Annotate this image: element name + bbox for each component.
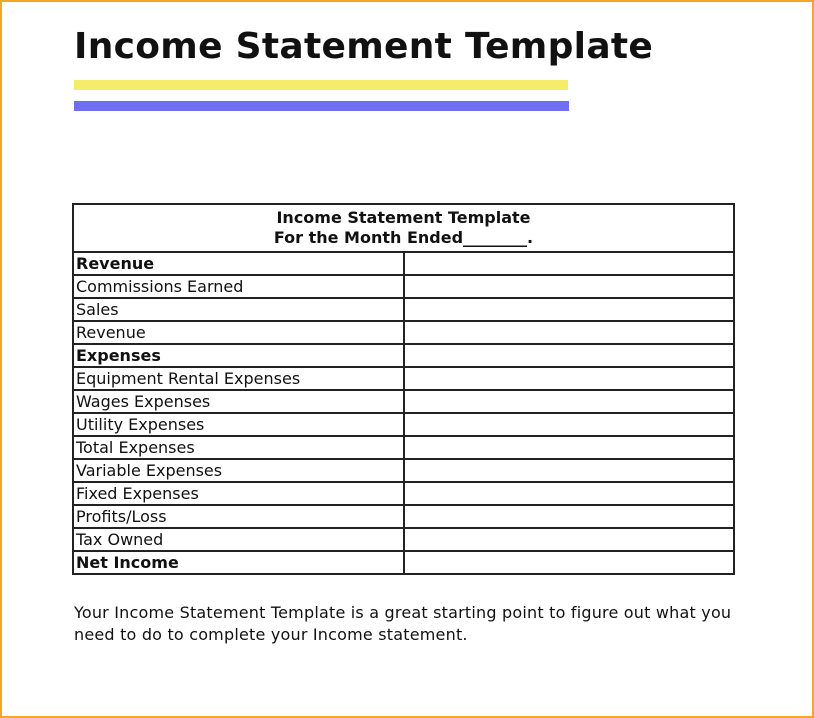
income-statement-table xyxy=(72,203,735,575)
row-value-cell[interactable] xyxy=(404,482,734,505)
row-value-cell[interactable] xyxy=(404,528,734,551)
table-row xyxy=(73,413,734,436)
row-value-cell[interactable] xyxy=(404,252,734,275)
row-label-tax-owned: Tax Owned xyxy=(73,528,404,551)
row-label-utility-expenses: Utility Expenses xyxy=(73,413,404,436)
row-value-cell[interactable] xyxy=(404,367,734,390)
footer-note: Your Income Statement Template is a great starting point to figure out what you need to do to complete your Income statement. xyxy=(74,603,732,644)
row-value-cell[interactable] xyxy=(404,551,734,574)
table-row xyxy=(73,298,734,321)
table-row xyxy=(73,367,734,390)
row-value-cell[interactable] xyxy=(404,459,734,482)
table-header-title: Income Statement Template xyxy=(276,208,531,227)
row-label-fixed-expenses: Fixed Expenses xyxy=(73,482,404,505)
row-value-cell[interactable] xyxy=(404,344,734,367)
row-label-profits-loss: Profits/Loss xyxy=(73,505,404,528)
page-title: Income Statement Template xyxy=(74,26,654,67)
blue-underline-bar xyxy=(74,101,569,111)
table-row xyxy=(73,459,734,482)
row-value-cell[interactable] xyxy=(404,413,734,436)
row-label-wages-expenses: Wages Expenses xyxy=(73,390,404,413)
row-label-sales: Sales xyxy=(73,298,404,321)
row-value-cell[interactable] xyxy=(404,436,734,459)
table-row xyxy=(73,275,734,298)
table-row xyxy=(73,436,734,459)
table-row xyxy=(73,252,734,275)
table-row xyxy=(73,551,734,574)
row-value-cell[interactable] xyxy=(404,505,734,528)
table-row xyxy=(73,482,734,505)
yellow-underline-bar xyxy=(74,80,568,90)
row-label-equipment-rental-expenses: Equipment Rental Expenses xyxy=(73,367,404,390)
table-row xyxy=(73,321,734,344)
row-value-cell[interactable] xyxy=(404,390,734,413)
table-row xyxy=(73,528,734,551)
table-row xyxy=(73,344,734,367)
row-label-revenue-section: Revenue xyxy=(73,252,404,275)
table-header-period: For the Month Ended________. xyxy=(273,228,534,247)
row-label-variable-expenses: Variable Expenses xyxy=(73,459,404,482)
row-label-net-income: Net Income xyxy=(73,551,404,574)
row-value-cell[interactable] xyxy=(404,275,734,298)
table-row xyxy=(73,390,734,413)
row-label-commissions-earned: Commissions Earned xyxy=(73,275,404,298)
row-value-cell[interactable] xyxy=(404,298,734,321)
table-header xyxy=(73,204,734,252)
row-label-revenue: Revenue xyxy=(73,321,404,344)
row-value-cell[interactable] xyxy=(404,321,734,344)
row-label-total-expenses: Total Expenses xyxy=(73,436,404,459)
row-label-expenses-section: Expenses xyxy=(73,344,404,367)
table-row xyxy=(73,505,734,528)
